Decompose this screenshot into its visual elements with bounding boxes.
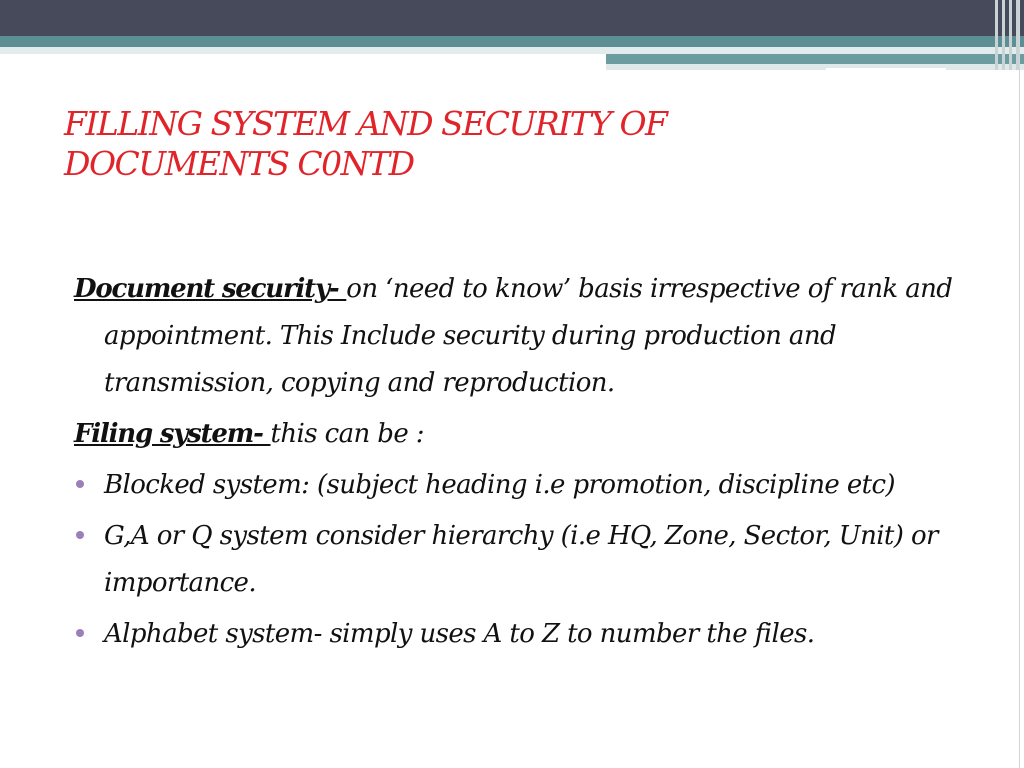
list-item	[74, 611, 974, 658]
document-security-text: on ‘need to know’ basis irrespective of rank and appointment. This Include security during production and transmission, copying and reproduction.	[104, 274, 953, 398]
header-band-light	[0, 47, 1024, 54]
header-band-teal	[0, 36, 1024, 47]
slide-title-line-1: FILLING SYSTEM AND SECURITY OF	[64, 104, 667, 143]
header-band-dark	[0, 0, 1024, 36]
bullet-icon	[76, 480, 84, 488]
bullet-text: Blocked system: (subject heading i.e promotion, discipline etc)	[104, 470, 895, 500]
slide-right-border	[1019, 0, 1020, 768]
filing-system-heading: Filing system-	[74, 419, 271, 449]
slide-body	[74, 266, 974, 658]
header-accent-teal	[606, 54, 1024, 64]
filing-system-text: this can be :	[270, 419, 424, 449]
bullet-text: G,A or Q system consider hierarchy (i.e HQ, Zone, Sector, Unit) or importance.	[104, 521, 938, 598]
document-security-paragraph	[74, 266, 974, 407]
filing-system-paragraph	[74, 411, 974, 458]
document-security-heading: Document security-	[74, 274, 347, 304]
header-accent-line	[826, 68, 946, 70]
bullet-icon	[76, 531, 84, 539]
bullet-icon	[76, 629, 84, 637]
list-item	[74, 513, 974, 607]
header-accent-pale	[606, 64, 1024, 70]
list-item	[74, 462, 974, 509]
slide-title	[64, 104, 964, 184]
bullet-text: Alphabet system- simply uses A to Z to number the files.	[104, 619, 815, 649]
slide-title-line-2: DOCUMENTS C0NTD	[64, 144, 414, 183]
